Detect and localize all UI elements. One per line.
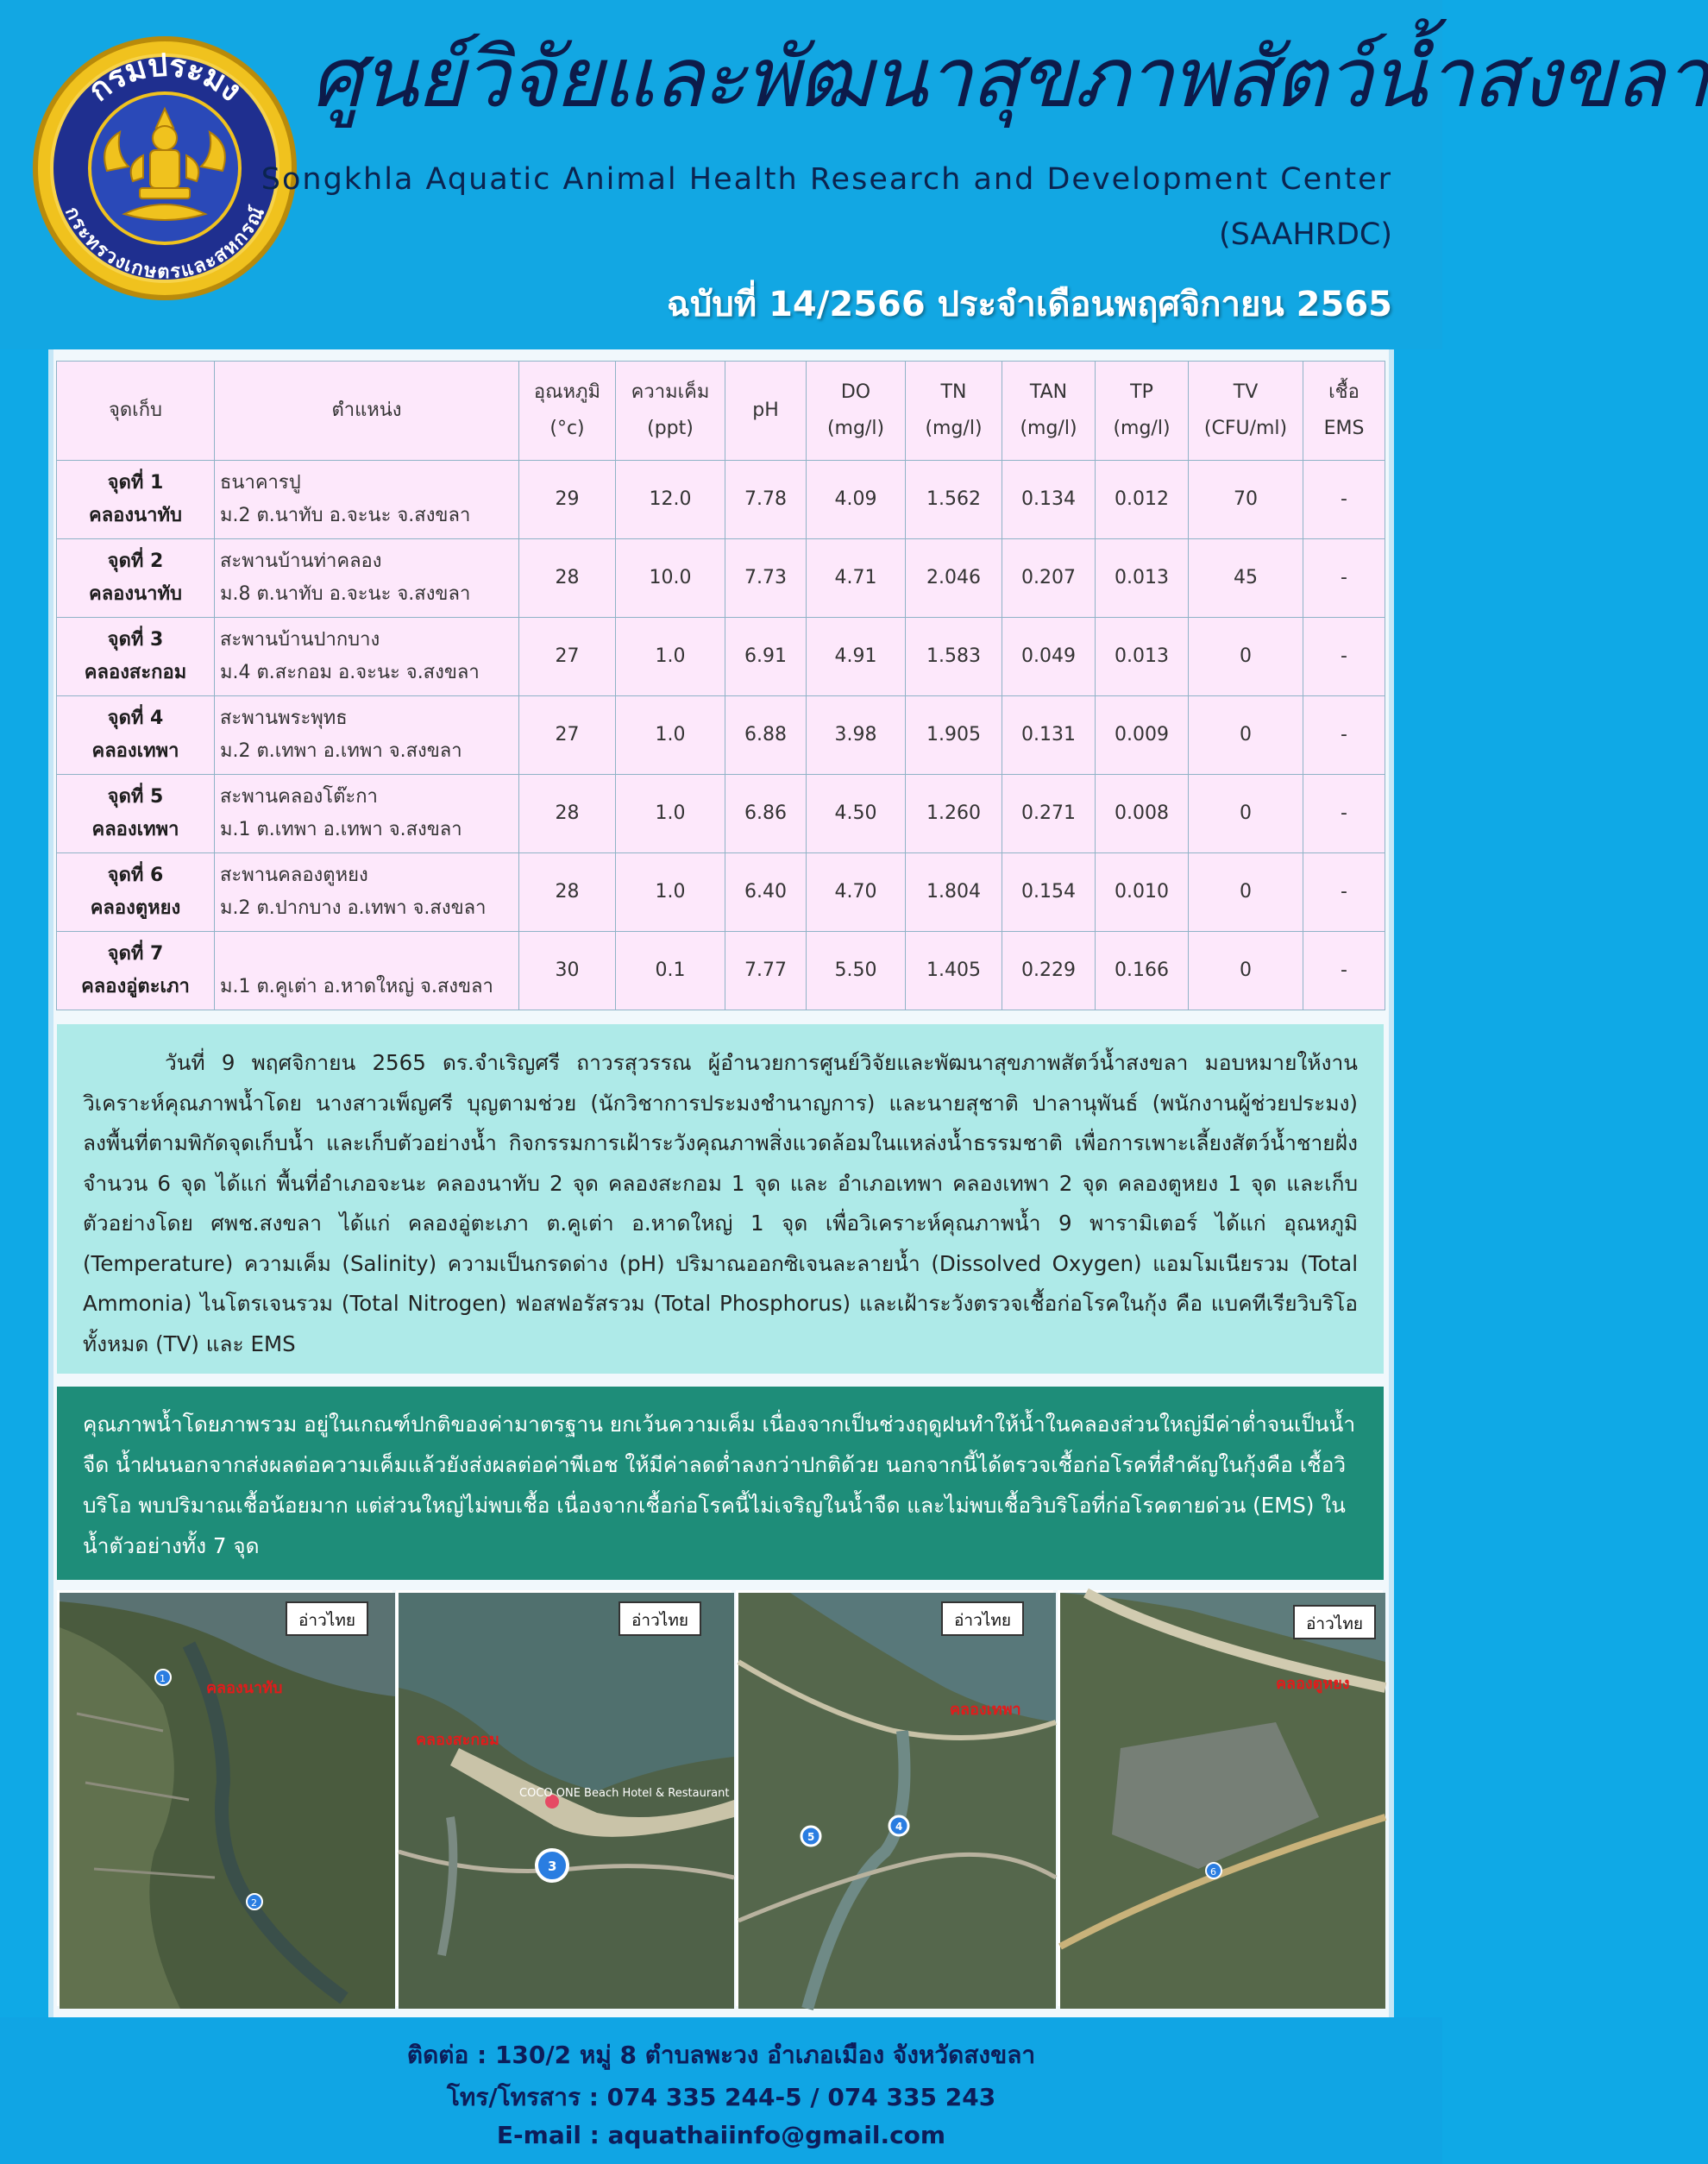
contact-address: ติดต่อ : 130/2 หมู่ 8 ตำบลพะวง อำเภอเมือง จังหวัดสงขลา bbox=[406, 2041, 1036, 2069]
salinity-cell: 1.0 bbox=[616, 618, 725, 696]
ems-cell: - bbox=[1303, 618, 1385, 696]
salinity-cell: 1.0 bbox=[616, 853, 725, 932]
ph-cell: 7.78 bbox=[725, 461, 807, 539]
tan-cell: 0.207 bbox=[1002, 539, 1096, 618]
table-row bbox=[57, 539, 1385, 618]
tp-cell: 0.008 bbox=[1096, 775, 1189, 853]
ph-cell: 6.86 bbox=[725, 775, 807, 853]
salinity-cell: 1.0 bbox=[616, 696, 725, 775]
tn-cell: 1.562 bbox=[906, 461, 1002, 539]
do-cell: 4.09 bbox=[807, 461, 906, 539]
tv-cell: 0 bbox=[1189, 696, 1303, 775]
tan-cell: 0.229 bbox=[1002, 932, 1096, 1010]
tp-cell: 0.009 bbox=[1096, 696, 1189, 775]
station-cell: จุดที่ 3 คลองสะกอม bbox=[57, 618, 215, 696]
tp-cell: 0.166 bbox=[1096, 932, 1189, 1010]
temp-cell: 27 bbox=[519, 696, 616, 775]
table-row bbox=[57, 696, 1385, 775]
tv-cell: 0 bbox=[1189, 932, 1303, 1010]
map-gulf-label: อ่าวไทย bbox=[619, 1601, 701, 1636]
do-cell: 3.98 bbox=[807, 696, 906, 775]
map-station-6 bbox=[1058, 1590, 1383, 2006]
temp-cell: 28 bbox=[519, 539, 616, 618]
header-do: DO (mg/l) bbox=[807, 362, 906, 461]
map-marker-6: 6 bbox=[1210, 1866, 1216, 1878]
ems-cell: - bbox=[1303, 461, 1385, 539]
table-row bbox=[57, 618, 1385, 696]
location-cell: สะพานคลองตูหยง ม.2 ต.ปากบาง อ.เทพา จ.สงขลา bbox=[215, 853, 519, 932]
contact-email[interactable]: E-mail : aquathaiinfo@gmail.com bbox=[496, 2121, 946, 2149]
tv-cell: 0 bbox=[1189, 618, 1303, 696]
ph-cell: 7.77 bbox=[725, 932, 807, 1010]
location-cell: สะพานบ้านท่าคลอง ม.8 ต.นาทับ อ.จะนะ จ.สงขลา bbox=[215, 539, 519, 618]
tn-cell: 1.905 bbox=[906, 696, 1002, 775]
map-place-label: COCO ONE Beach Hotel & Restaurant bbox=[519, 1787, 730, 1800]
map-gulf-label: อ่าวไทย bbox=[286, 1601, 368, 1636]
do-cell: 4.70 bbox=[807, 853, 906, 932]
temp-cell: 29 bbox=[519, 461, 616, 539]
temp-cell: 30 bbox=[519, 932, 616, 1010]
tp-cell: 0.013 bbox=[1096, 539, 1189, 618]
contact-phone: โทร/โทรสาร : 074 335 244-5 / 074 335 243 bbox=[446, 2083, 996, 2111]
table-row bbox=[57, 932, 1385, 1010]
map-marker-5: 5 bbox=[807, 1831, 815, 1843]
tan-cell: 0.131 bbox=[1002, 696, 1096, 775]
header-tv: TV (CFU/ml) bbox=[1189, 362, 1303, 461]
map-marker-4: 4 bbox=[895, 1821, 903, 1833]
header-tn: TN (mg/l) bbox=[906, 362, 1002, 461]
map-gulf-label: อ่าวไทย bbox=[1293, 1605, 1376, 1639]
activity-description bbox=[57, 1024, 1384, 1374]
tv-cell: 45 bbox=[1189, 539, 1303, 618]
map-station-3 bbox=[396, 1590, 732, 2006]
summary-text: คุณภาพน้ำโดยภาพรวม อยู่ในเกณฑ์ปกติของค่ามาตรฐาน ยกเว้นความเค็ม เนื่องจากเป็นช่วงฤดูฝนทำให้น้ำในคลองส่วนใหญ่มีค่าต่ำจนเป็นน้ำจืด น้ำฝนนอกจากส่งผลต่อความเค็มแล้วยังส่งผลต่อค่าพีเอช ให้มีค่าลดต่ำลงกว่าปกติด้วย นอกจากนี้ได้ตรวจเชื้อก่อโรคที่สำคัญในกุ้งคือ เชื้อวิบริโอ พบปริมาณเชื้อน้อยมาก แต่ส่วนใหญ่ไม่พบเชื้อ เนื่องจากเชื้อก่อโรคนี้ไม่เจริญในน้ำจืด และไม่พบเชื้อวิบริโอที่ก่อโรคตายด่วน (EMS) ในน้ำตัวอย่างทั้ง 7 จุด bbox=[83, 1412, 1356, 1558]
logo-bottom-text: กระทรวงเกษตรและสหกรณ์ bbox=[60, 204, 269, 284]
summary-box bbox=[57, 1387, 1384, 1580]
tn-cell: 1.804 bbox=[906, 853, 1002, 932]
ph-cell: 7.73 bbox=[725, 539, 807, 618]
tv-cell: 70 bbox=[1189, 461, 1303, 539]
do-cell: 4.91 bbox=[807, 618, 906, 696]
station-cell: จุดที่ 5 คลองเทพา bbox=[57, 775, 215, 853]
tan-cell: 0.271 bbox=[1002, 775, 1096, 853]
logo-top-text: กรมประมง bbox=[81, 47, 248, 109]
table-header-row bbox=[57, 362, 1385, 461]
do-cell: 5.50 bbox=[807, 932, 906, 1010]
footer bbox=[0, 2017, 1442, 2164]
map-gulf-label: อ่าวไทย bbox=[941, 1601, 1024, 1636]
do-cell: 4.71 bbox=[807, 539, 906, 618]
ems-cell: - bbox=[1303, 775, 1385, 853]
header-tp: TP (mg/l) bbox=[1096, 362, 1189, 461]
ph-cell: 6.88 bbox=[725, 696, 807, 775]
ph-cell: 6.91 bbox=[725, 618, 807, 696]
salinity-cell: 12.0 bbox=[616, 461, 725, 539]
map-canal-label: คลองตูหยง bbox=[1276, 1675, 1350, 1693]
tn-cell: 1.260 bbox=[906, 775, 1002, 853]
header-station: จุดเก็บ bbox=[57, 362, 215, 461]
map-marker-2: 2 bbox=[251, 1897, 257, 1909]
tan-cell: 0.154 bbox=[1002, 853, 1096, 932]
temp-cell: 28 bbox=[519, 775, 616, 853]
temp-cell: 27 bbox=[519, 618, 616, 696]
station-cell: จุดที่ 1 คลองนาทับ bbox=[57, 461, 215, 539]
salinity-cell: 10.0 bbox=[616, 539, 725, 618]
station-cell: จุดที่ 6 คลองตูหยง bbox=[57, 853, 215, 932]
do-cell: 4.50 bbox=[807, 775, 906, 853]
tp-cell: 0.010 bbox=[1096, 853, 1189, 932]
header-tan: TAN (mg/l) bbox=[1002, 362, 1096, 461]
tp-cell: 0.013 bbox=[1096, 618, 1189, 696]
tv-cell: 0 bbox=[1189, 853, 1303, 932]
header-temperature: อุณหภูมิ (°c) bbox=[519, 362, 616, 461]
tn-cell: 2.046 bbox=[906, 539, 1002, 618]
tn-cell: 1.405 bbox=[906, 932, 1002, 1010]
map-marker-1: 1 bbox=[160, 1673, 166, 1684]
map-canal-label: คลองสะกอม bbox=[416, 1731, 499, 1749]
ems-cell: - bbox=[1303, 539, 1385, 618]
tn-cell: 1.583 bbox=[906, 618, 1002, 696]
table-row bbox=[57, 853, 1385, 932]
header-salinity: ความเค็ม (ppt) bbox=[616, 362, 725, 461]
station-cell: จุดที่ 7 คลองอู่ตะเภา bbox=[57, 932, 215, 1010]
temp-cell: 28 bbox=[519, 853, 616, 932]
station-cell: จุดที่ 2 คลองนาทับ bbox=[57, 539, 215, 618]
location-cell: สะพานบ้านปากบาง ม.4 ต.สะกอม อ.จะนะ จ.สงขลา bbox=[215, 618, 519, 696]
department-of-fisheries-logo bbox=[33, 36, 297, 300]
header-ems: เชื้อ EMS bbox=[1303, 362, 1385, 461]
tv-cell: 0 bbox=[1189, 775, 1303, 853]
station-cell: จุดที่ 4 คลองเทพา bbox=[57, 696, 215, 775]
tan-cell: 0.049 bbox=[1002, 618, 1096, 696]
location-cell: ธนาคารปู ม.2 ต.นาทับ อ.จะนะ จ.สงขลา bbox=[215, 461, 519, 539]
ems-cell: - bbox=[1303, 932, 1385, 1010]
tan-cell: 0.134 bbox=[1002, 461, 1096, 539]
location-cell: สะพานพระพุทธ ม.2 ต.เทพา อ.เทพา จ.สงขลา bbox=[215, 696, 519, 775]
ems-cell: - bbox=[1303, 696, 1385, 775]
issue-number: ฉบับที่ 14/2566 ประจำเดือนพฤศจิกายน 2565 bbox=[666, 285, 1392, 324]
map-canal-label: คลองนาทับ bbox=[206, 1679, 283, 1697]
header-ph: pH bbox=[725, 362, 807, 461]
water-quality-table bbox=[56, 361, 1385, 1010]
tp-cell: 0.012 bbox=[1096, 461, 1189, 539]
map-marker-3: 3 bbox=[548, 1859, 557, 1874]
center-title-english: Songkhla Aquatic Animal Health Research and Development Center bbox=[261, 162, 1392, 197]
table-row bbox=[57, 461, 1385, 539]
center-title-thai: ศูนย์วิจัยและพัฒนาสุขภาพสัตว์น้ำสงขลา bbox=[311, 29, 1708, 126]
center-abbreviation: (SAAHRDC) bbox=[1218, 217, 1392, 252]
salinity-cell: 1.0 bbox=[616, 775, 725, 853]
header-location: ตำแหน่ง bbox=[215, 362, 519, 461]
ems-cell: - bbox=[1303, 853, 1385, 932]
map-station-1-2 bbox=[57, 1590, 392, 2006]
location-cell: สะพานคลองโต๊ะกา ม.1 ต.เทพา อ.เทพา จ.สงขลา bbox=[215, 775, 519, 853]
map-canal-label: คลองเทพา bbox=[950, 1701, 1021, 1719]
location-cell: ม.1 ต.คูเต่า อ.หาดใหญ่ จ.สงขลา bbox=[215, 932, 519, 1010]
salinity-cell: 0.1 bbox=[616, 932, 725, 1010]
header bbox=[0, 0, 1708, 349]
table-row bbox=[57, 775, 1385, 853]
ph-cell: 6.40 bbox=[725, 853, 807, 932]
description-text: วันที่ 9 พฤศจิกายน 2565 ดร.จำเริญศรี ถาวรสุวรรณ ผู้อำนวยการศูนย์วิจัยและพัฒนาสุขภาพสัตว์น้ำสงขลา มอบหมายให้งานวิเคราะห์คุณภาพน้ำโดย นางสาวเพ็ญศรี บุญตามช่วย (นักวิชาการประมงชำนาญการ) และนายสุชาติ ปาลานุพันธ์ (พนักงานผู้ช่วยประมง) ลงพื้นที่ตามพิกัดจุดเก็บน้ำ และเก็บตัวอย่างน้ำ กิจกรรมการเฝ้าระวังคุณภาพสิ่งแวดล้อมในแหล่งน้ำธรรมชาติ เพื่อการเพาะเลี้ยงสัตว์น้ำชายฝั่ง จำนวน 6 จุด ได้แก่ พื้นที่อำเภอจะนะ คลองนาทับ 2 จุด คลองสะกอม 1 จุด และ อำเภอเทพา คลองเทพา 2 จุด คลองตูหยง 1 จุด และเก็บตัวอย่างโดย ศพช.สงขลา ได้แก่ คลองอู่ตะเภา ต.คูเต่า อ.หาดใหญ่ 1 จุด เพื่อวิเคราะห์คุณภาพน้ำ 9 พารามิเตอร์ ได้แก่ อุณหภูมิ (Temperature) ความเค็ม (Salinity) ความเป็นกรดด่าง (pH) ปริมาณออกซิเจนละลายน้ำ (Dissolved Oxygen) แอมโมเนียรวม (Total Ammonia) ไนโตรเจนรวม (Total Nitrogen) ฟอสฟอรัสรวม (Total Phosphorus) และเฝ้าระวังตรวจเชื้อก่อโรคในกุ้ง คือ แบคทีเรียวิบริโอทั้งหมด (TV) และ EMS bbox=[83, 1050, 1358, 1356]
map-station-4-5 bbox=[736, 1590, 1053, 2006]
svg-text:กรมประมง bbox=[82, 48, 248, 109]
